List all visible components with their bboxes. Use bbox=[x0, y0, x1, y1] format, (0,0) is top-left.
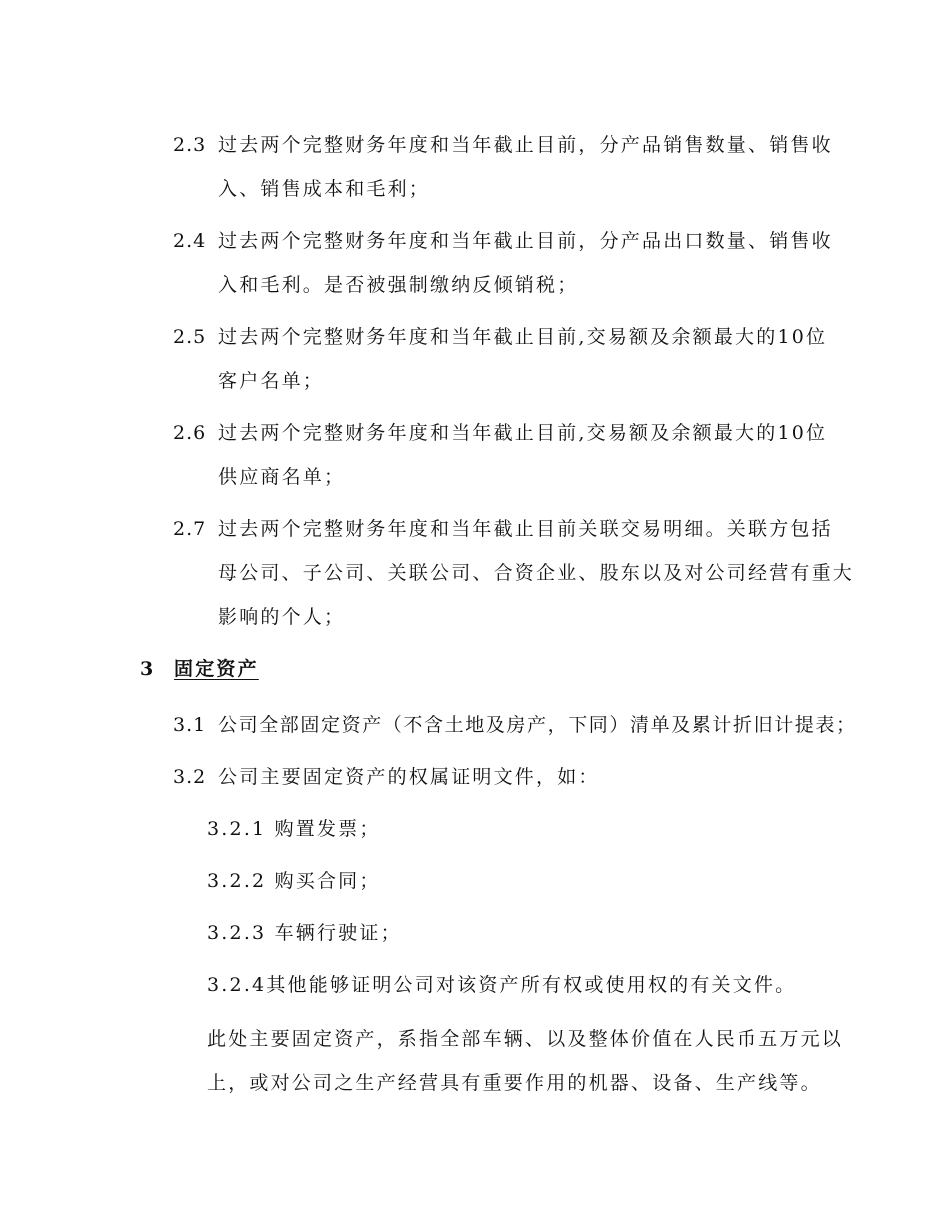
item-number: 3.1 bbox=[173, 714, 207, 736]
item-number: 2.6 bbox=[173, 422, 207, 444]
item-text: 过去两个完整财务年度和当年截止目前，分产品出口数量、销售收 bbox=[218, 230, 833, 252]
item-number: 2.7 bbox=[173, 518, 207, 540]
sub-item-3-2-3: 3.2.3 车辆行驶证； bbox=[207, 922, 402, 944]
sub-item-3-2-1: 3.2.1 购置发票； bbox=[207, 818, 381, 840]
item-2-3-continued: 入、销售成本和毛利； bbox=[218, 178, 431, 200]
item-text: 过去两个完整财务年度和当年截止目前,交易额及余额最大的10位 bbox=[218, 422, 828, 444]
note-paragraph-continued: 上，或对公司之生产经营具有重要作用的机器、设备、生产线等。 bbox=[207, 1072, 822, 1094]
section-number: 3 bbox=[140, 658, 156, 680]
item-text: 过去两个完整财务年度和当年截止目前关联交易明细。关联方包括 bbox=[218, 518, 833, 540]
item-number: 2.4 bbox=[173, 230, 207, 252]
item-text: 过去两个完整财务年度和当年截止目前，分产品销售数量、销售收 bbox=[218, 134, 833, 156]
item-2-6 bbox=[173, 420, 827, 446]
item-number: 3.2 bbox=[173, 766, 207, 788]
item-3-1 bbox=[173, 712, 857, 738]
item-number: 2.5 bbox=[173, 326, 207, 348]
item-text: 过去两个完整财务年度和当年截止目前,交易额及余额最大的10位 bbox=[218, 326, 828, 348]
item-2-3 bbox=[173, 132, 833, 158]
item-2-4 bbox=[173, 228, 833, 254]
sub-item-3-2-4: 3.2.4其他能够证明公司对该资产所有权或使用权的有关文件。 bbox=[207, 974, 797, 996]
item-2-4-continued: 入和毛利。是否被强制缴纳反倾销税； bbox=[218, 274, 579, 296]
item-2-5 bbox=[173, 324, 827, 350]
item-2-7 bbox=[173, 516, 833, 542]
item-text: 公司主要固定资产的权属证明文件，如： bbox=[218, 766, 600, 788]
note-paragraph: 此处主要固定资产，系指全部车辆、以及整体价值在人民币五万元以 bbox=[207, 1028, 844, 1050]
item-number: 2.3 bbox=[173, 134, 207, 156]
section-title: 固定资产 bbox=[174, 658, 259, 680]
item-2-7-continued-2: 影响的个人； bbox=[218, 606, 346, 628]
sub-item-3-2-2: 3.2.2 购买合同； bbox=[207, 870, 381, 892]
item-2-5-continued: 客户名单； bbox=[218, 370, 325, 392]
item-2-7-continued: 母公司、子公司、关联公司、合资企业、股东以及对公司经营有重大 bbox=[218, 562, 855, 584]
item-3-2 bbox=[173, 764, 600, 790]
section-heading bbox=[140, 656, 259, 682]
item-2-6-continued: 供应商名单； bbox=[218, 466, 346, 488]
item-text: 公司全部固定资产（不含土地及房产，下同）清单及累计折旧计提表； bbox=[218, 714, 857, 736]
